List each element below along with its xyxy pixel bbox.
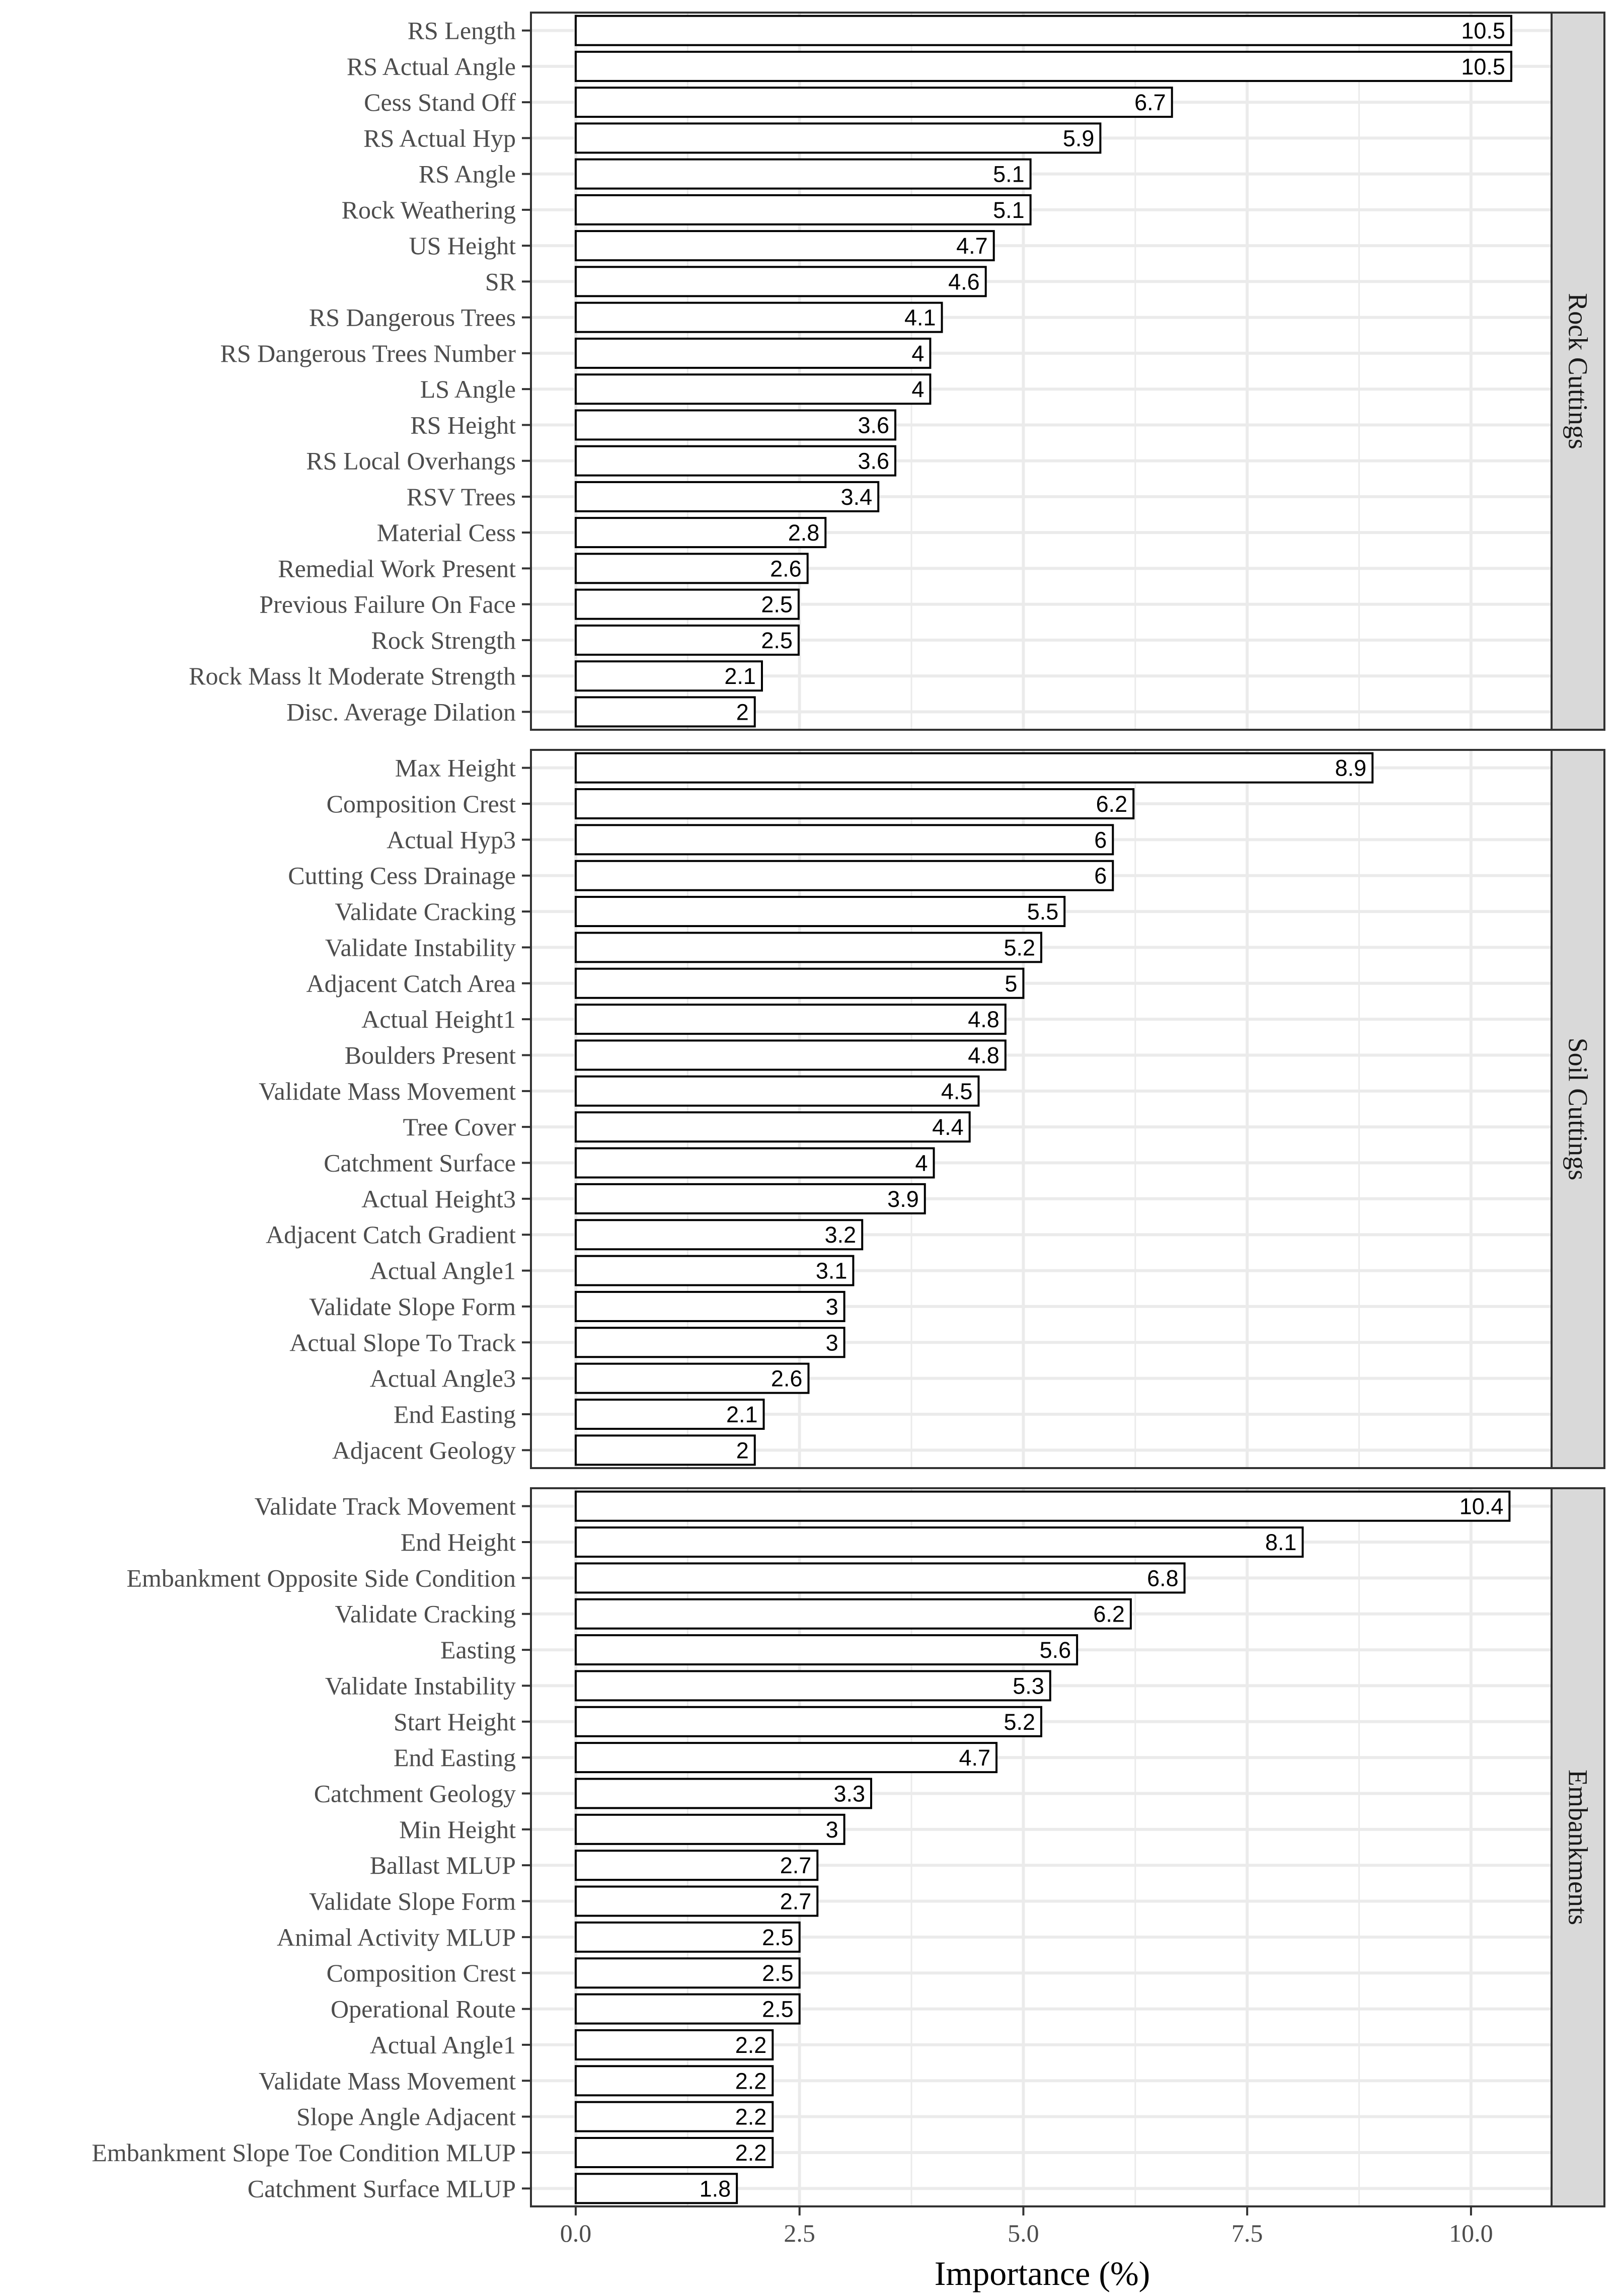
- x-tick-label: 10.0: [1449, 2219, 1493, 2247]
- bar: [576, 123, 1100, 152]
- category-label: End Easting: [393, 1400, 516, 1428]
- bar: [576, 933, 1041, 962]
- category-label: Max Height: [395, 753, 516, 782]
- data-label: 5.1: [993, 197, 1025, 223]
- category-label: RS Local Overhangs: [306, 446, 516, 475]
- panel-embankments: [92, 1488, 1604, 2206]
- bar: [576, 1077, 979, 1106]
- data-label: 2.5: [762, 1996, 794, 2022]
- category-label: Validate Instability: [325, 1671, 516, 1700]
- category-label: Actual Slope To Track: [289, 1328, 516, 1357]
- data-label: 5.3: [1013, 1673, 1044, 1699]
- bar: [576, 52, 1511, 81]
- data-label: 2: [736, 1437, 749, 1464]
- data-label: 10.4: [1459, 1493, 1504, 1519]
- data-label: 2.6: [770, 556, 802, 582]
- bar: [576, 1220, 862, 1249]
- category-label: Embankment Slope Toe Condition MLUP: [92, 2138, 516, 2167]
- bar: [576, 1184, 925, 1213]
- category-label: US Height: [409, 232, 516, 260]
- data-label: 2.2: [735, 2139, 767, 2166]
- category-label: Actual Height1: [361, 1005, 516, 1034]
- data-label: 4: [911, 340, 925, 366]
- category-label: Actual Angle3: [369, 1364, 516, 1393]
- bar: [576, 1671, 1050, 1700]
- data-label: 8.1: [1265, 1529, 1297, 1556]
- facet-strip-label: Soil Cuttings: [1563, 1037, 1593, 1181]
- data-label: 2.1: [724, 663, 756, 690]
- category-label: Boulders Present: [344, 1041, 516, 1069]
- category-label: End Easting: [393, 1743, 516, 1772]
- category-label: Adjacent Catch Gradient: [265, 1220, 516, 1249]
- bar: [576, 1527, 1303, 1557]
- data-label: 3.4: [840, 484, 873, 510]
- category-label: Validate Slope Form: [309, 1887, 516, 1916]
- bar: [576, 160, 1031, 189]
- bar: [576, 1112, 970, 1141]
- bar: [576, 825, 1113, 854]
- category-label: Slope Angle Adjacent: [296, 2102, 516, 2131]
- data-label: 3: [825, 1816, 838, 1843]
- x-tick-label: 0.0: [560, 2219, 592, 2247]
- bar: [576, 16, 1511, 45]
- category-label: LS Angle: [420, 375, 516, 404]
- data-label: 3: [825, 1330, 838, 1356]
- category-label: Validate Instability: [325, 933, 516, 962]
- data-label: 4.6: [948, 269, 980, 295]
- category-label: RS Dangerous Trees Number: [220, 339, 516, 367]
- data-label: 4.8: [968, 1042, 999, 1068]
- bar: [576, 1635, 1077, 1664]
- data-label: 4.7: [956, 233, 988, 259]
- bar: [576, 789, 1133, 818]
- data-label: 6: [1094, 863, 1107, 889]
- bar: [576, 195, 1031, 224]
- bar: [576, 1563, 1185, 1592]
- category-label: End Height: [400, 1528, 516, 1557]
- category-label: Disc. Average Dilation: [286, 698, 516, 726]
- bar: [576, 410, 895, 439]
- bar: [576, 1292, 844, 1321]
- data-label: 6.2: [1093, 1601, 1125, 1627]
- category-label: SR: [485, 267, 516, 296]
- category-label: RS Dangerous Trees: [309, 303, 516, 332]
- bar: [576, 1492, 1509, 1521]
- data-label: 2: [736, 699, 749, 725]
- data-label: 8.9: [1335, 755, 1367, 781]
- data-label: 5.1: [993, 161, 1025, 187]
- category-label: Cess Stand Off: [364, 88, 516, 117]
- x-tick-label: 2.5: [784, 2219, 815, 2247]
- data-label: 3.6: [858, 448, 890, 474]
- bar: [576, 231, 994, 260]
- data-label: 5.2: [1004, 1709, 1035, 1735]
- bar: [576, 1743, 996, 1772]
- bar: [576, 1040, 1006, 1069]
- category-label: Min Height: [399, 1815, 516, 1844]
- bar: [576, 897, 1064, 926]
- category-label: Actual Height3: [361, 1184, 516, 1213]
- category-label: Actual Angle1: [369, 2030, 516, 2059]
- bar: [576, 969, 1023, 998]
- panel-border: [531, 13, 1552, 730]
- bar: [576, 1256, 853, 1285]
- x-axis-title: Importance (%): [934, 2254, 1150, 2292]
- data-label: 3.9: [887, 1186, 919, 1212]
- bar: [576, 1005, 1006, 1034]
- bar: [576, 1435, 755, 1465]
- category-label: RS Actual Angle: [346, 52, 516, 81]
- category-label: Start Height: [393, 1707, 516, 1736]
- category-label: Tree Cover: [403, 1113, 516, 1141]
- bar: [576, 482, 878, 511]
- category-label: Validate Mass Movement: [258, 1077, 516, 1105]
- bar: [576, 1707, 1041, 1736]
- category-label: Ballast MLUP: [369, 1851, 516, 1880]
- bar: [576, 374, 930, 404]
- bar: [576, 697, 755, 726]
- bar: [576, 861, 1113, 890]
- category-label: Validate Slope Form: [309, 1292, 516, 1321]
- x-tick-label: 7.5: [1231, 2219, 1263, 2247]
- bar: [576, 1599, 1131, 1629]
- data-label: 4: [911, 376, 925, 403]
- panel-border: [531, 750, 1552, 1468]
- facet-strip-label: Embankments: [1563, 1770, 1593, 1925]
- bar: [576, 1149, 934, 1178]
- data-label: 3.2: [824, 1222, 857, 1248]
- data-label: 5.2: [1004, 935, 1035, 961]
- category-label: Actual Hyp3: [387, 825, 516, 854]
- data-label: 5.6: [1039, 1637, 1071, 1663]
- bar: [576, 267, 986, 296]
- facet-strip-label: Rock Cuttings: [1563, 293, 1593, 449]
- bar: [576, 1815, 844, 1844]
- category-label: Catchment Surface MLUP: [247, 2174, 516, 2203]
- data-label: 2.7: [780, 1853, 812, 1879]
- category-label: Actual Angle1: [369, 1256, 516, 1285]
- category-label: Composition Crest: [326, 790, 516, 818]
- category-label: Catchment Surface: [324, 1149, 516, 1177]
- category-label: Rock Strength: [371, 626, 516, 654]
- category-label: Adjacent Catch Area: [306, 969, 516, 998]
- category-label: Remedial Work Present: [278, 554, 516, 583]
- category-label: Catchment Geology: [314, 1779, 516, 1808]
- panel-soil-cuttings: [259, 750, 1604, 1468]
- category-label: RSV Trees: [406, 482, 516, 511]
- bar: [576, 1779, 871, 1808]
- x-tick-label: 5.0: [1008, 2219, 1039, 2247]
- data-label: 2.2: [735, 2104, 767, 2130]
- data-label: 2.6: [771, 1365, 803, 1392]
- data-label: 2.2: [735, 2068, 767, 2094]
- data-label: 3.3: [833, 1781, 865, 1807]
- panel-rock-cuttings: [189, 13, 1604, 730]
- data-label: 4.7: [959, 1745, 991, 1771]
- data-label: 6.2: [1096, 791, 1128, 817]
- data-label: 2.5: [762, 1924, 794, 1950]
- data-label: 2.2: [735, 2032, 767, 2058]
- category-label: RS Height: [410, 411, 516, 439]
- category-label: Rock Mass lt Moderate Strength: [189, 662, 516, 691]
- bar: [576, 753, 1372, 783]
- bar: [576, 446, 895, 476]
- data-label: 6: [1094, 827, 1107, 853]
- category-label: RS Length: [407, 16, 516, 45]
- category-label: RS Actual Hyp: [363, 124, 516, 152]
- data-label: 2.1: [726, 1401, 758, 1427]
- category-label: Validate Track Movement: [254, 1492, 516, 1520]
- data-label: 4.4: [932, 1114, 964, 1140]
- category-label: Validate Mass Movement: [258, 2067, 516, 2095]
- bar: [576, 339, 930, 368]
- panel-border: [531, 1488, 1552, 2206]
- data-label: 10.5: [1461, 53, 1505, 80]
- category-label: Adjacent Geology: [332, 1436, 516, 1465]
- data-label: 3: [825, 1293, 838, 1320]
- category-label: Embankment Opposite Side Condition: [126, 1564, 516, 1592]
- data-label: 5.5: [1027, 899, 1059, 925]
- bar: [576, 1328, 844, 1357]
- data-label: 3.6: [858, 412, 890, 438]
- data-label: 4.1: [904, 304, 936, 331]
- category-label: Validate Cracking: [335, 1599, 516, 1628]
- category-label: Validate Cracking: [335, 897, 516, 926]
- data-label: 10.5: [1461, 18, 1505, 44]
- data-label: 2.5: [762, 1960, 794, 1986]
- data-label: 2.5: [761, 591, 793, 618]
- data-label: 5.9: [1062, 125, 1095, 151]
- category-label: Composition Crest: [326, 1959, 516, 1987]
- data-label: 2.7: [780, 1888, 812, 1915]
- data-label: 4: [915, 1150, 928, 1176]
- data-label: 5: [1005, 970, 1018, 997]
- category-label: RS Angle: [418, 160, 516, 188]
- data-label: 1.8: [699, 2176, 731, 2202]
- data-label: 4.5: [941, 1078, 973, 1104]
- data-label: 6.7: [1134, 90, 1166, 116]
- bar: [576, 88, 1172, 117]
- category-label: Animal Activity MLUP: [277, 1923, 516, 1951]
- data-label: 6.8: [1147, 1565, 1179, 1591]
- category-label: Cutting Cess Drainage: [288, 861, 516, 890]
- data-label: 2.5: [761, 627, 793, 653]
- category-label: Rock Weathering: [341, 195, 516, 224]
- data-label: 3.1: [815, 1258, 848, 1284]
- bar: [576, 303, 942, 332]
- category-label: Operational Route: [331, 1995, 516, 2023]
- data-label: 4.8: [968, 1007, 999, 1033]
- category-label: Previous Failure On Face: [259, 590, 516, 619]
- data-label: 2.8: [788, 520, 820, 546]
- category-label: Easting: [440, 1636, 516, 1664]
- category-label: Material Cess: [376, 518, 516, 547]
